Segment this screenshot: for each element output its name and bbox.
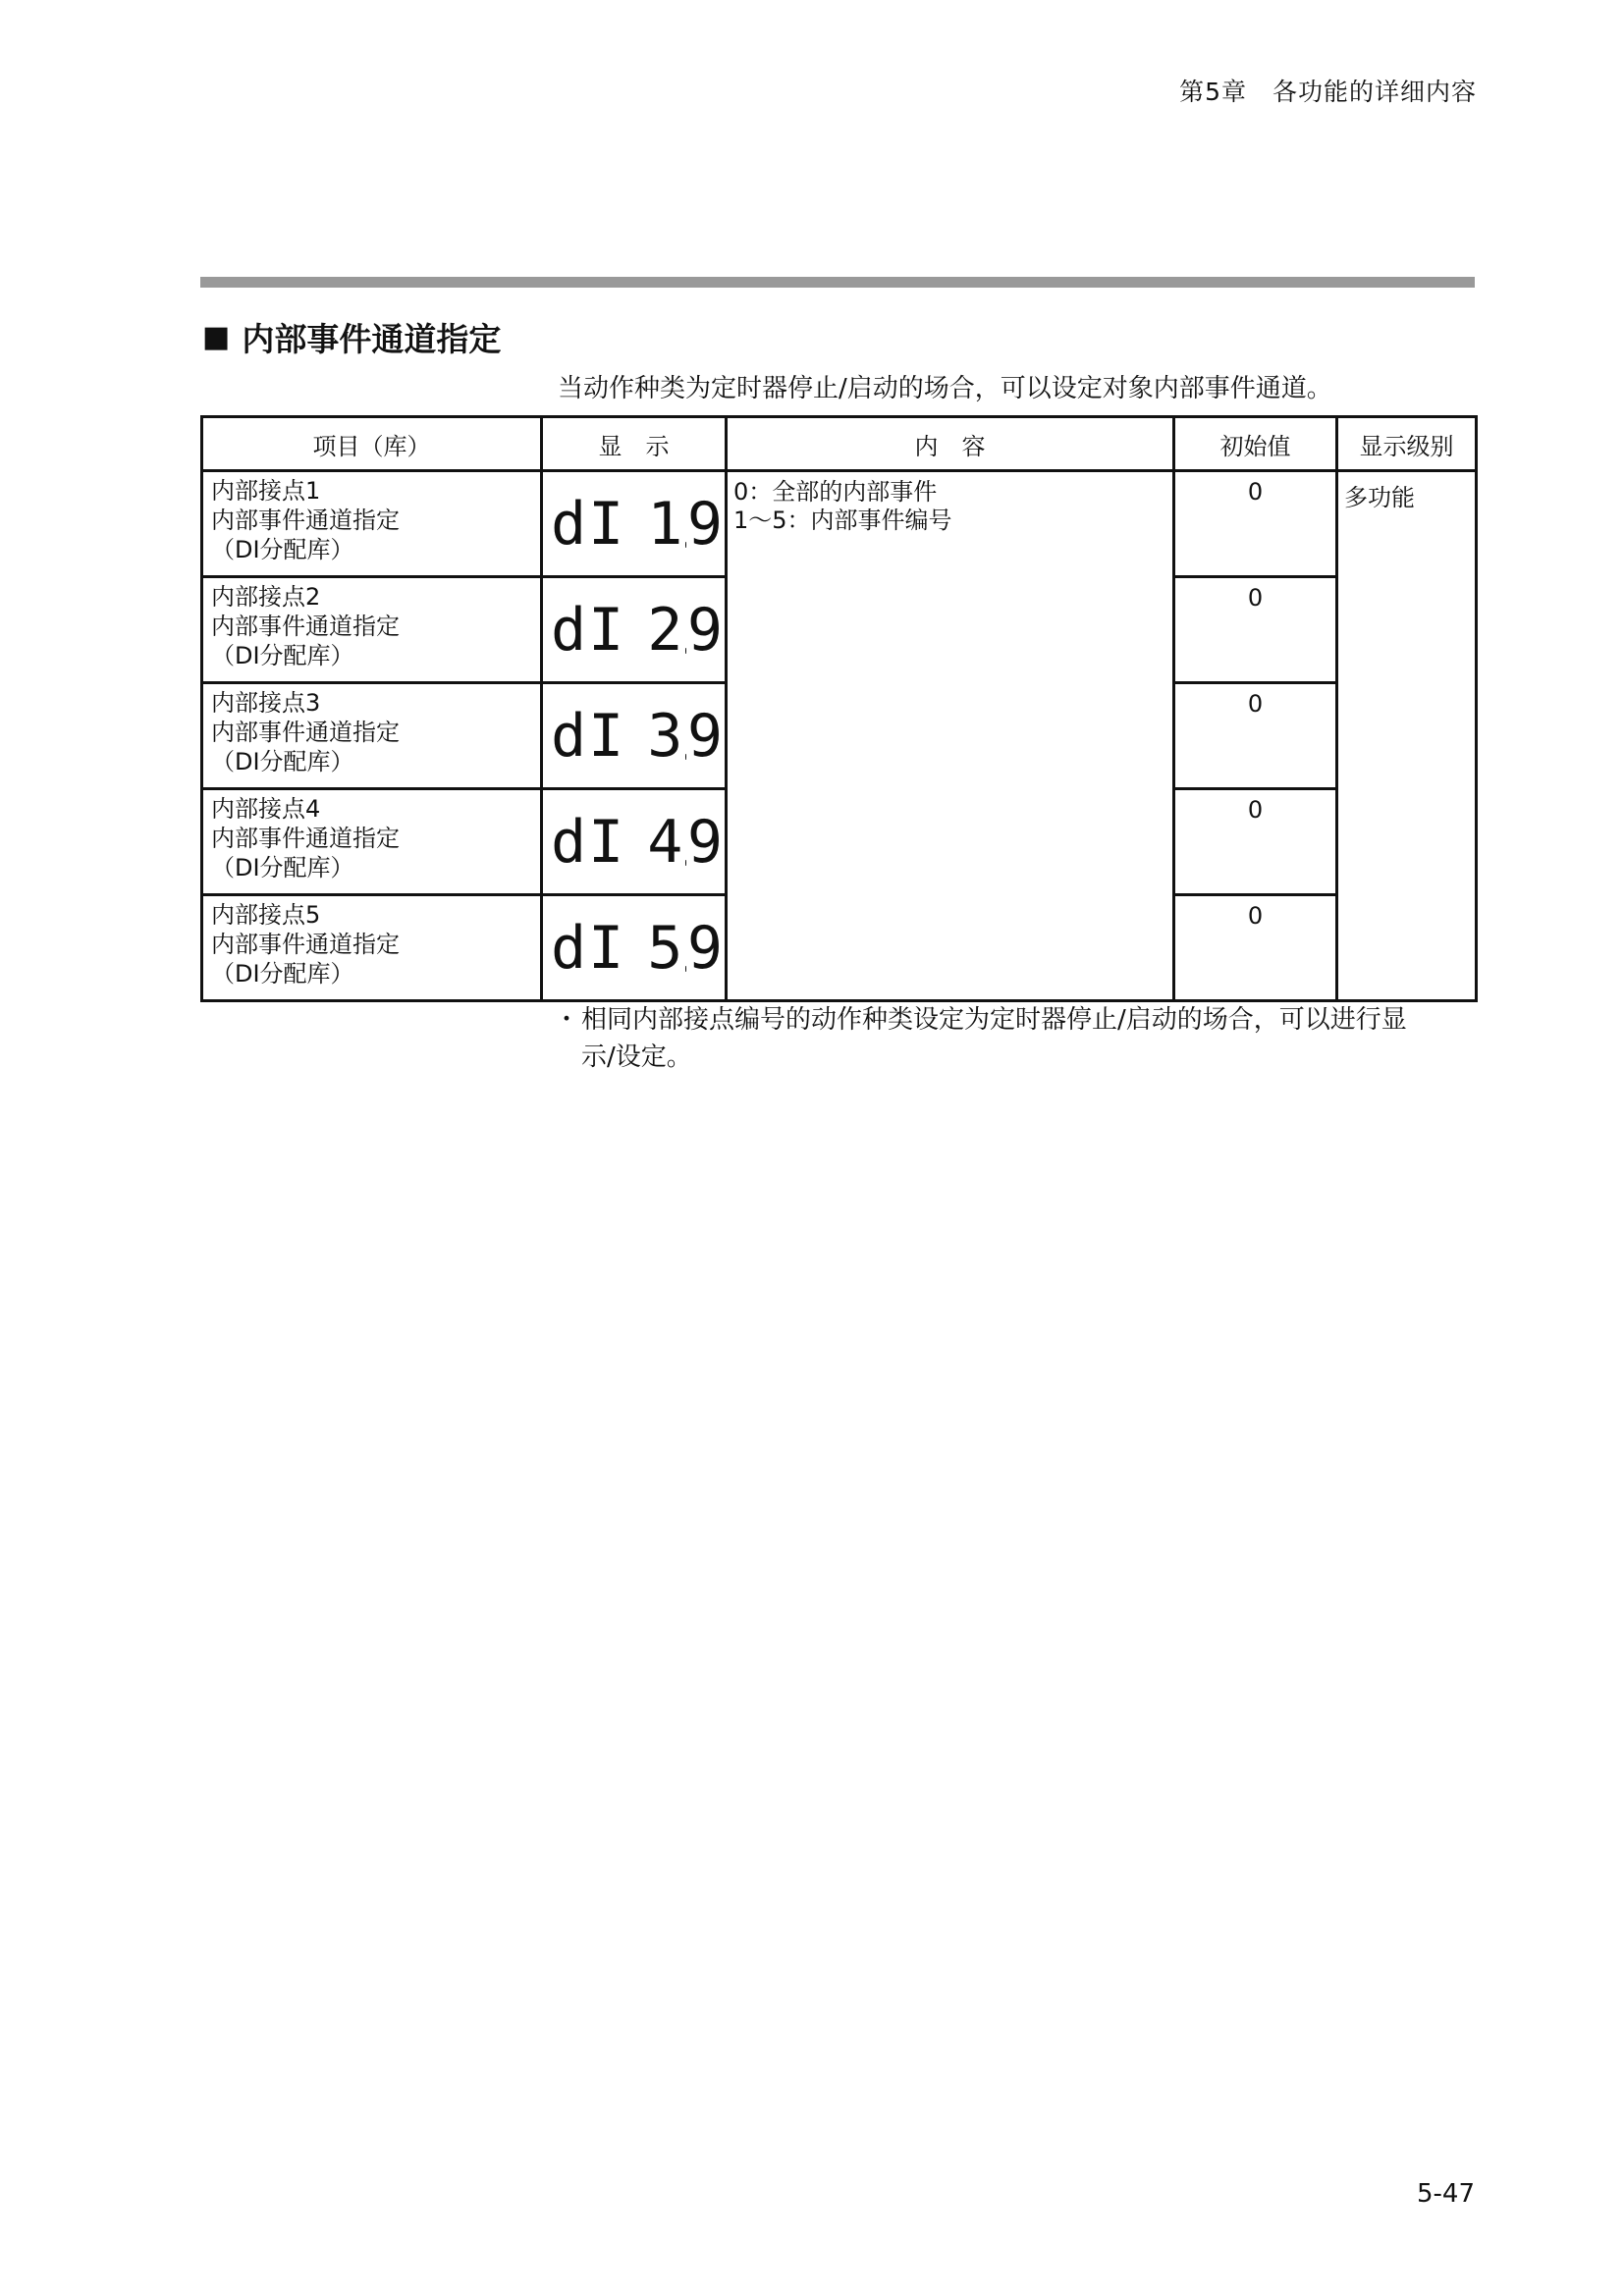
lcd-code: dI: [551, 595, 626, 665]
display-cell: [542, 895, 727, 1001]
notes: [552, 1001, 1475, 1076]
lcd-decimal-point: [685, 754, 686, 760]
content-cell: [727, 471, 1174, 1001]
item-name: 内部接点3: [211, 689, 321, 717]
display-cell: [542, 789, 727, 895]
lcd-number: 2: [647, 595, 685, 665]
item-cell: [202, 471, 542, 577]
item-description: 内部事件通道指定: [211, 613, 400, 640]
lcd-decimal-point: [685, 648, 686, 654]
section-intro: 当动作种类为定时器停止/启动的场合，可以设定对象内部事件通道。: [558, 374, 1332, 403]
item-bank: （DI分配库）: [211, 960, 354, 988]
header-display: 显 示: [542, 417, 727, 471]
item-description: 内部事件通道指定: [211, 931, 400, 958]
note-item: [552, 1001, 1475, 1039]
lcd-suffix: 9: [686, 913, 725, 983]
lcd-number: 4: [647, 807, 685, 877]
lcd-suffix: 9: [686, 701, 725, 771]
initial-value-cell: 0: [1174, 471, 1337, 577]
section-title-text: 内部事件通道指定: [242, 320, 502, 358]
item-name: 内部接点5: [211, 901, 321, 929]
item-cell: [202, 895, 542, 1001]
item-description: 内部事件通道指定: [211, 719, 400, 746]
parameter-table: [200, 415, 1478, 1002]
item-description: 内部事件通道指定: [211, 825, 400, 852]
item-name: 内部接点4: [211, 795, 321, 823]
initial-value-cell: 0: [1174, 789, 1337, 895]
lcd-number: 3: [647, 701, 685, 771]
lcd-display: [543, 901, 725, 995]
lcd-code: dI: [551, 913, 626, 983]
display-level-cell: 多功能: [1337, 471, 1477, 1001]
lcd-code: dI: [551, 489, 626, 559]
lcd-suffix: 9: [686, 489, 725, 559]
initial-value-cell: 0: [1174, 895, 1337, 1001]
lcd-display: [543, 795, 725, 889]
item-cell: [202, 789, 542, 895]
lcd-number: 1: [647, 489, 685, 559]
table-row: [202, 471, 1477, 577]
content-line: 1～5：内部事件编号: [733, 507, 952, 534]
section-divider: [200, 277, 1475, 288]
lcd-decimal-point: [685, 542, 686, 548]
item-description: 内部事件通道指定: [211, 507, 400, 534]
item-name: 内部接点1: [211, 477, 321, 505]
item-cell: [202, 683, 542, 789]
bullet-icon: ・: [553, 1005, 579, 1035]
chapter-header: 第5章 各功能的详细内容: [1179, 78, 1477, 106]
note-item-continuation: [552, 1039, 1475, 1076]
lcd-code: dI: [551, 807, 626, 877]
lcd-decimal-point: [685, 966, 686, 972]
page-number: 5-47: [1416, 2179, 1475, 2209]
item-cell: [202, 577, 542, 683]
header-level: 显示级别: [1337, 417, 1477, 471]
display-cell: [542, 471, 727, 577]
note-text: 示/设定。: [581, 1042, 692, 1072]
note-text: 相同内部接点编号的动作种类设定为定时器停止/启动的场合，可以进行显: [581, 1005, 1407, 1035]
header-content: 内 容: [727, 417, 1174, 471]
initial-value-cell: 0: [1174, 683, 1337, 789]
initial-value-cell: 0: [1174, 577, 1337, 683]
header-item: 项目（库）: [202, 417, 542, 471]
square-bullet-icon: ■: [202, 320, 231, 354]
lcd-display: [543, 583, 725, 677]
item-name: 内部接点2: [211, 583, 321, 611]
display-cell: [542, 683, 727, 789]
section-title: [202, 314, 501, 360]
lcd-display: [543, 477, 725, 571]
item-bank: （DI分配库）: [211, 642, 354, 669]
lcd-display: [543, 689, 725, 783]
content-line: 0：全部的内部事件: [733, 478, 938, 506]
lcd-number: 5: [647, 913, 685, 983]
table-header-row: [202, 417, 1477, 471]
lcd-decimal-point: [685, 860, 686, 866]
lcd-suffix: 9: [686, 807, 725, 877]
display-cell: [542, 577, 727, 683]
lcd-code: dI: [551, 701, 626, 771]
header-initial: 初始值: [1174, 417, 1337, 471]
lcd-suffix: 9: [686, 595, 725, 665]
item-bank: （DI分配库）: [211, 536, 354, 563]
item-bank: （DI分配库）: [211, 854, 354, 881]
bullet-spacer: [552, 1039, 581, 1076]
item-bank: （DI分配库）: [211, 748, 354, 775]
